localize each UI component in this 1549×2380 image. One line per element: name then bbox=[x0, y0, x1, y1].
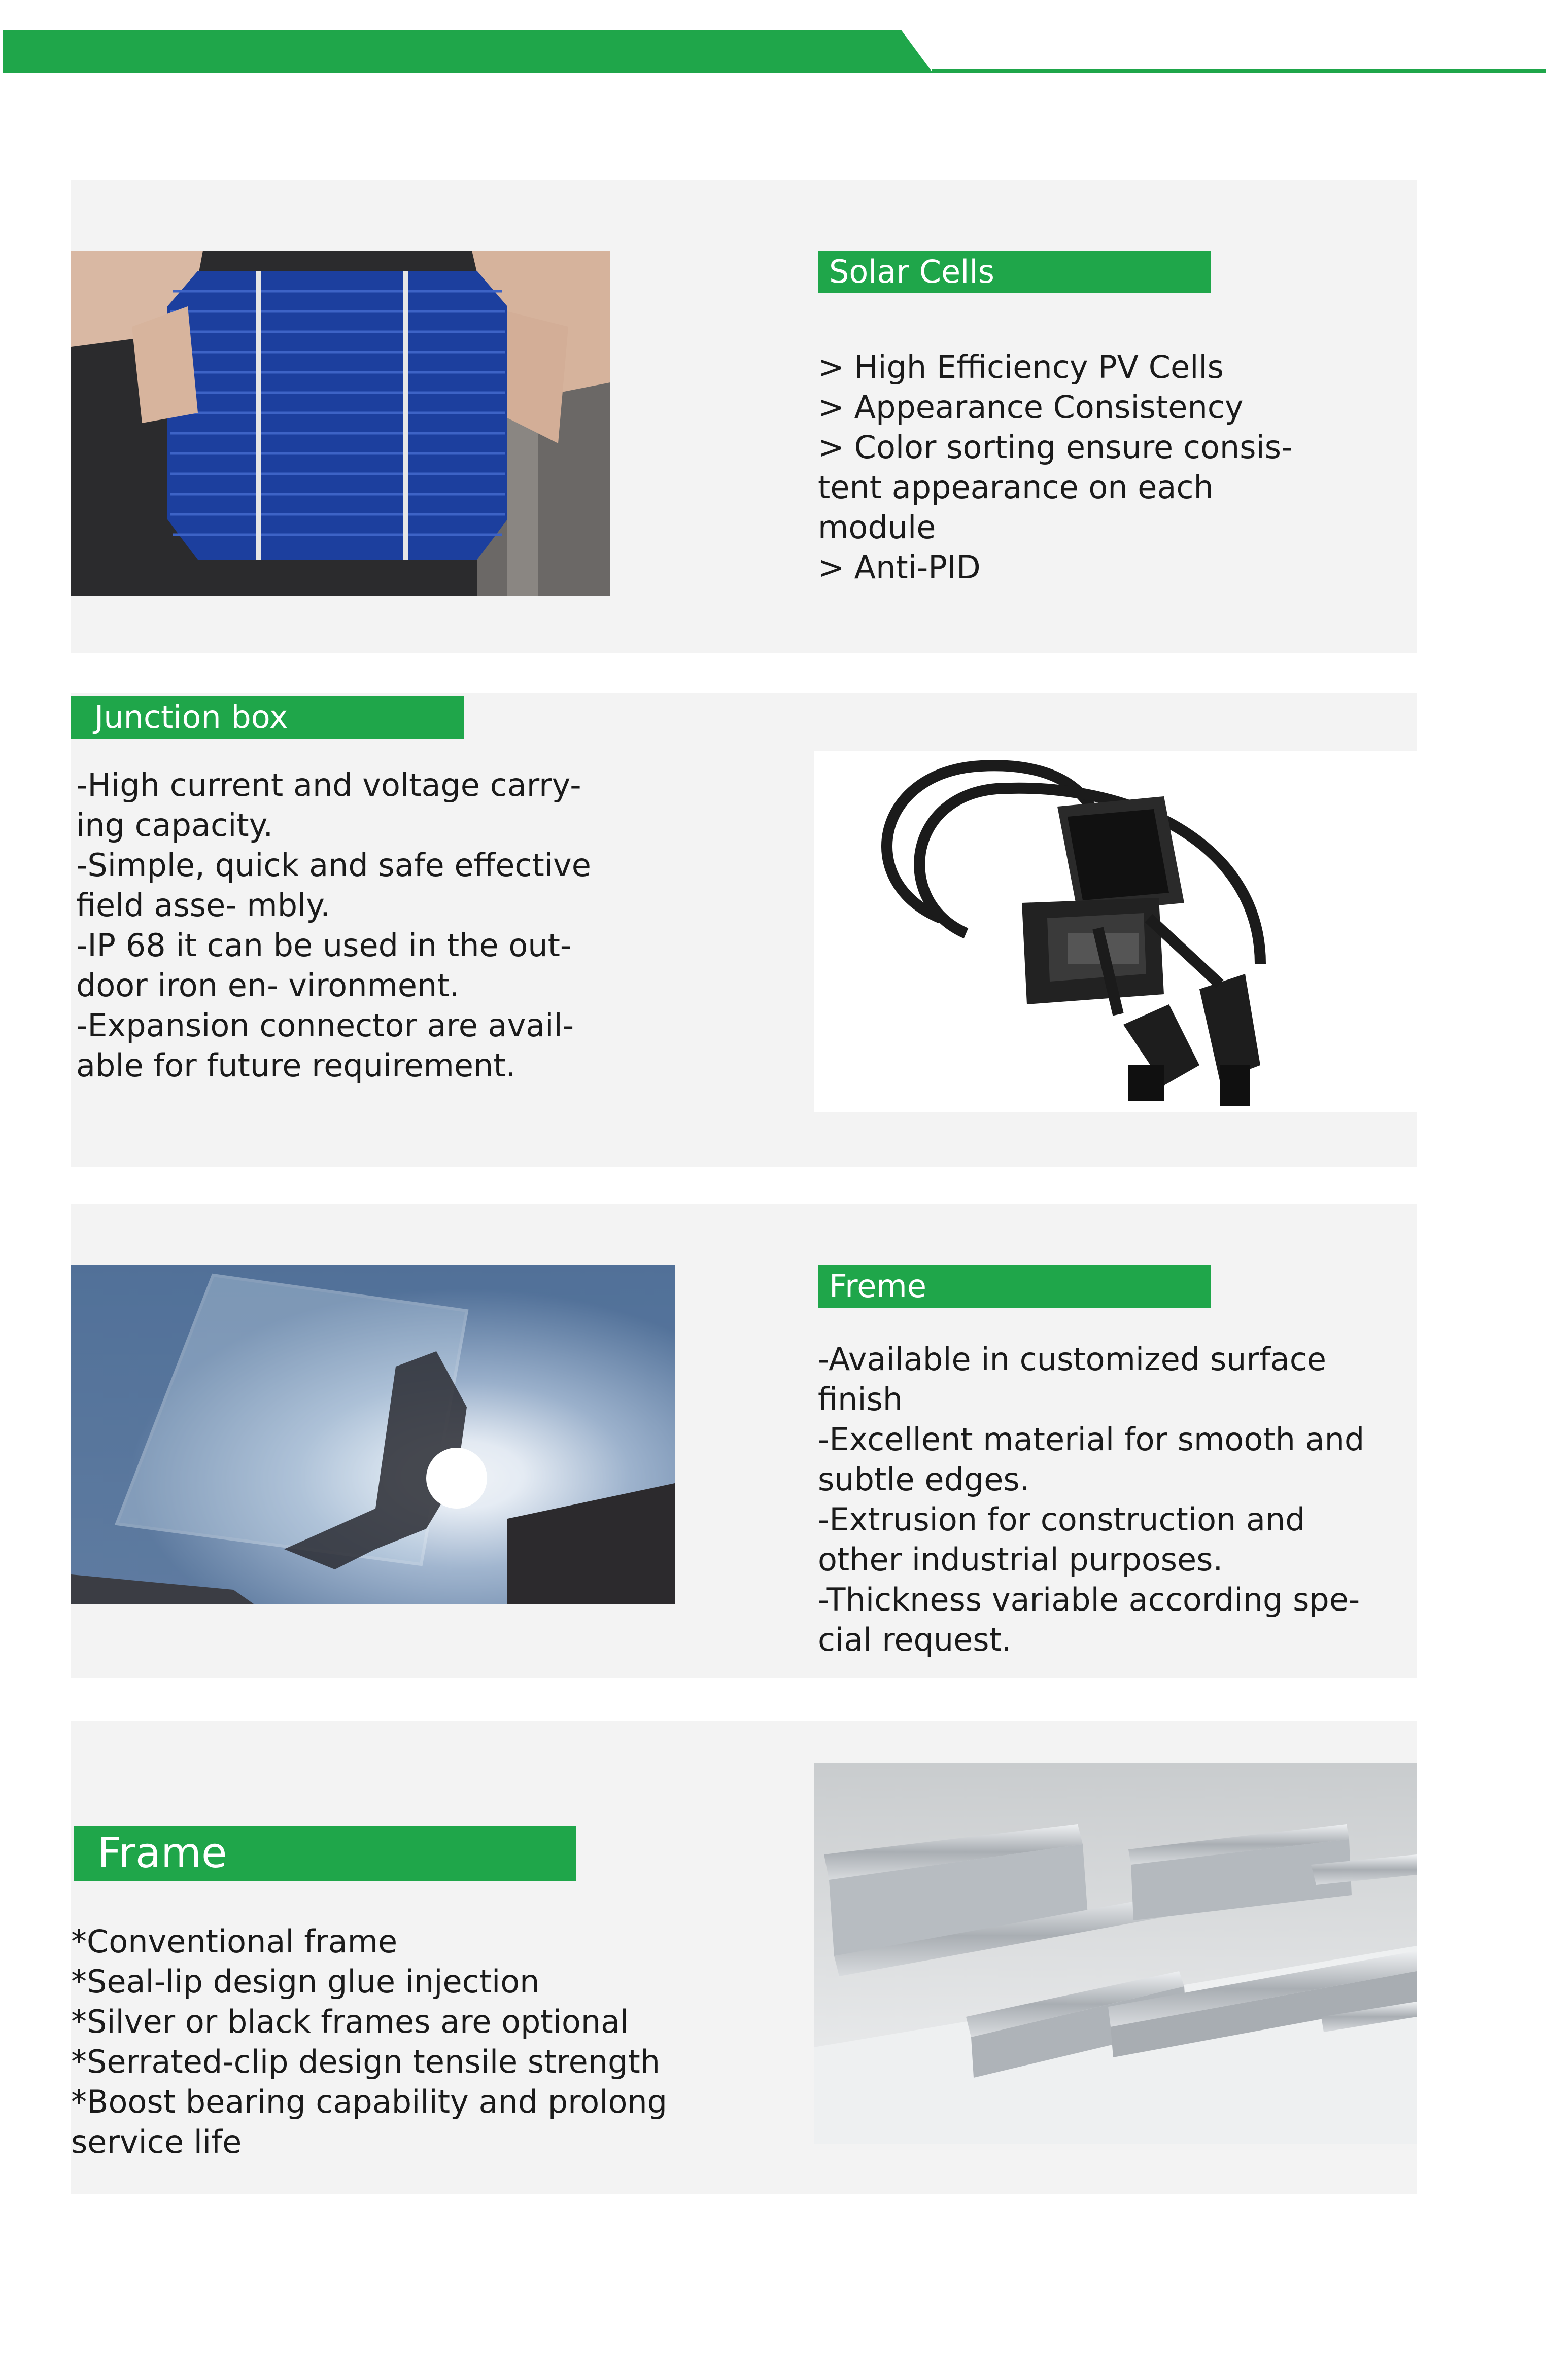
body-line: -IP 68 it can be used in the out- bbox=[76, 927, 572, 964]
body-line: -High current and voltage carry- bbox=[76, 766, 581, 803]
body-line: ing capacity. bbox=[76, 807, 273, 844]
section-body-solar-cells bbox=[818, 347, 1292, 587]
body-line: -Expansion connector are avail- bbox=[76, 1007, 574, 1044]
body-line: subtle edges. bbox=[818, 1461, 1030, 1498]
junction-box-photo-icon bbox=[814, 751, 1417, 1112]
body-line: finish bbox=[818, 1381, 903, 1418]
body-line: door iron en- vironment. bbox=[76, 967, 460, 1004]
section-title-solar-cells: Solar Cells bbox=[818, 251, 1211, 293]
body-line: -Simple, quick and safe effective bbox=[76, 847, 591, 884]
body-line: -Available in customized surface bbox=[818, 1341, 1327, 1378]
body-line: -Excellent material for smooth and bbox=[818, 1421, 1365, 1458]
body-line: other industrial purposes. bbox=[818, 1541, 1223, 1578]
section-title-junction-box: Junction box bbox=[71, 696, 464, 739]
section-title-frame: Frame bbox=[74, 1826, 576, 1881]
body-line: *Boost bearing capability and prolong bbox=[71, 2083, 668, 2120]
section-body-junction-box bbox=[76, 765, 591, 1086]
body-line: *Serrated-clip design tensile strength bbox=[71, 2043, 661, 2080]
glass-panel-photo-icon bbox=[71, 1265, 675, 1604]
body-line: service life bbox=[71, 2123, 242, 2160]
body-line: field asse- mbly. bbox=[76, 887, 330, 924]
body-line: cial request. bbox=[818, 1621, 1012, 1658]
body-line: > Color sorting ensure consis- bbox=[818, 429, 1293, 466]
header-bar bbox=[0, 0, 1549, 81]
body-line: tent appearance on each bbox=[818, 469, 1214, 506]
body-line: able for future requirement. bbox=[76, 1047, 516, 1084]
body-line: module bbox=[818, 509, 936, 546]
body-line: > Appearance Consistency bbox=[818, 389, 1244, 426]
body-line: > Anti-PID bbox=[818, 549, 981, 586]
section-title-glass: Freme bbox=[818, 1265, 1211, 1308]
solar-cell-photo-icon bbox=[71, 251, 610, 596]
body-line: *Silver or black frames are optional bbox=[71, 2003, 629, 2040]
body-line: *Seal-lip design glue injection bbox=[71, 1963, 540, 2000]
body-line: > High Efficiency PV Cells bbox=[818, 348, 1224, 386]
body-line: -Extrusion for construction and bbox=[818, 1501, 1305, 1538]
body-line: *Conventional frame bbox=[71, 1923, 398, 1960]
section-body-glass bbox=[818, 1339, 1364, 1660]
aluminum-frame-photo-icon bbox=[814, 1763, 1417, 2144]
body-line: -Thickness variable according spe- bbox=[818, 1581, 1360, 1618]
section-body-frame bbox=[71, 1921, 667, 2162]
